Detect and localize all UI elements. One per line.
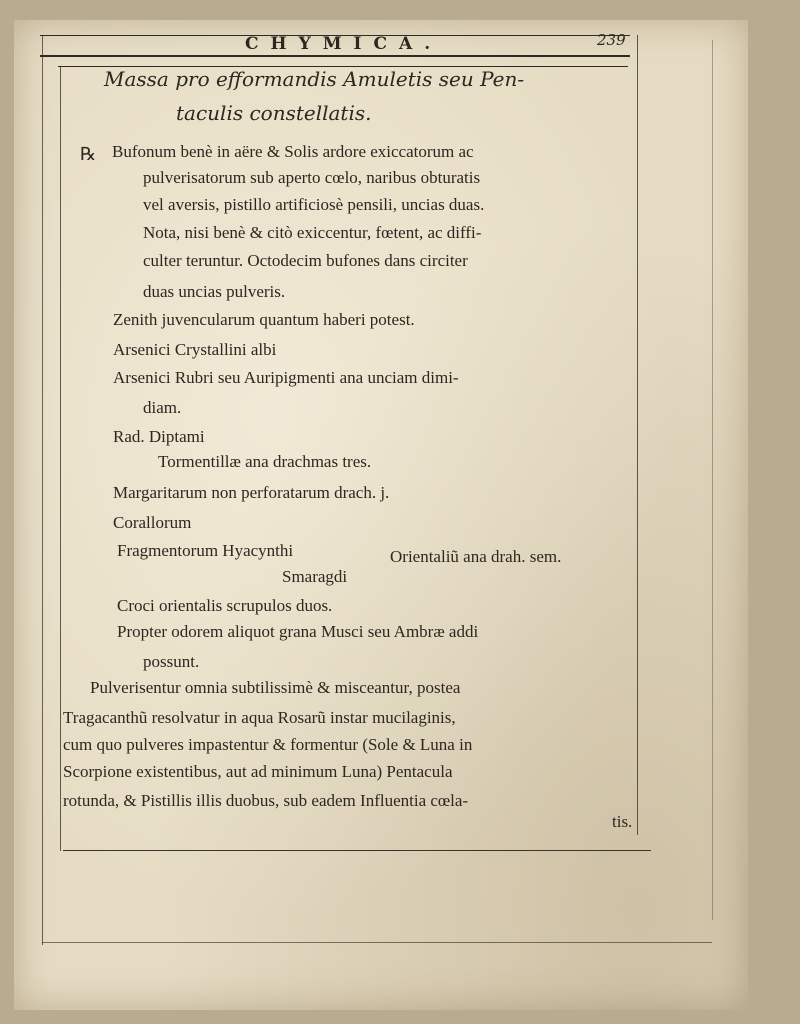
outer-right-rule bbox=[712, 40, 713, 920]
text-line: Nota, nisi benè & citò exiccentur, fœtent, ac diffi- bbox=[143, 223, 482, 242]
text-line: Rad. Diptami bbox=[113, 427, 205, 446]
text-line: Orientaliũ ana drah. sem. bbox=[390, 547, 562, 566]
text-line: Arsenici Rubri seu Auripigmenti ana unciam dimi- bbox=[113, 368, 459, 387]
text-line: Scorpione existentibus, aut ad minimum Luna) Pentacula bbox=[63, 762, 453, 781]
text-line: rotunda, & Pistillis illis duobus, sub eadem Influentia cœla- bbox=[63, 791, 469, 810]
text-line: culter teruntur. Octodecim bufones dans circiter bbox=[143, 251, 468, 270]
text-line: Pulverisentur omnia subtilissimè & misceantur, postea bbox=[90, 678, 461, 697]
text-bottom-rule bbox=[63, 850, 651, 851]
text-line: duas uncias pulveris. bbox=[143, 282, 286, 301]
text-line: vel aversis, pistillo artificiosè pensili, uncias duas. bbox=[143, 195, 485, 214]
text-line: Propter odorem aliquot grana Musci seu Ambræ addi bbox=[117, 622, 479, 641]
text-line: Corallorum bbox=[113, 513, 192, 532]
text-line: pulverisatorum sub aperto cœlo, naribus obturatis bbox=[143, 168, 481, 187]
recipe-symbol: ℞ bbox=[80, 144, 97, 165]
text-line: Arsenici Crystallini albi bbox=[113, 340, 277, 359]
text-line: Bufonum benè in aëre & Solis ardore exiccatorum ac bbox=[112, 142, 474, 161]
text-line: Croci orientalis scrupulos duos. bbox=[117, 596, 333, 615]
text-line: diam. bbox=[143, 398, 182, 417]
title-line-1: Massa pro efformandis Amuletis seu Pen- bbox=[104, 67, 525, 91]
bottom-rule bbox=[42, 942, 712, 943]
text-line: Tragacanthũ resolvatur in aqua Rosarũ instar mucilaginis, bbox=[63, 708, 456, 727]
running-title: CHYMICA. bbox=[245, 34, 443, 54]
text-line: Margaritarum non perforatarum drach. j. bbox=[113, 483, 390, 502]
text-line: tis. bbox=[612, 812, 633, 831]
text-left-rule bbox=[60, 66, 61, 851]
page-number: 239 bbox=[597, 31, 626, 49]
header-rule bbox=[40, 55, 630, 57]
text-line: cum quo pulveres impastentur & formentur (Sole & Luna in bbox=[63, 735, 473, 754]
left-margin-rule bbox=[42, 35, 43, 945]
text-line: Fragmentorum Hyacynthi bbox=[117, 541, 294, 560]
text-line: Smaragdi bbox=[282, 567, 348, 586]
text-line: Tormentillæ ana drachmas tres. bbox=[158, 452, 372, 471]
text-right-rule bbox=[637, 35, 638, 835]
section-title bbox=[104, 62, 604, 130]
text-line: Zenith juvencularum quantum haberi potest. bbox=[113, 310, 415, 329]
title-line-2: taculis constellatis. bbox=[176, 101, 372, 125]
text-line: possunt. bbox=[143, 652, 200, 671]
